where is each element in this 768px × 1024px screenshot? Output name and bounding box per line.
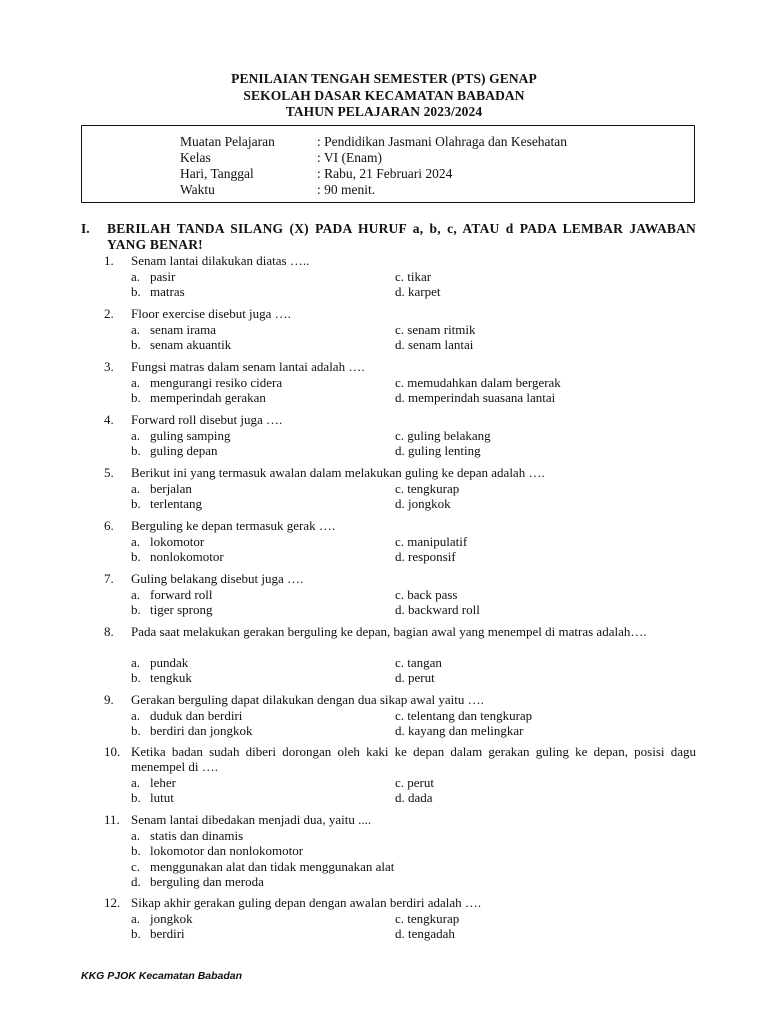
option-b: b. lutut [131,790,174,805]
option-d: d. memperindah suasana lantai [395,390,556,405]
question-text: Berguling ke depan termasuk gerak …. [131,518,336,533]
option-c: c. senam ritmik [395,321,476,337]
option-a: a. forward roll [131,586,213,602]
header-year: TAHUN PELAJARAN 2023/2024 [285,104,483,119]
option-a: a. jongkok [131,910,193,926]
option-d: d. senam lantai [395,337,474,352]
question-number: 10. [104,744,121,759]
option-d: d. jongkok [395,496,451,511]
option-a: a. duduk dan berdiri [131,707,243,723]
option-b: b. nonlokomotor [131,549,224,564]
option-d: d. kayang dan melingkar [395,723,524,738]
option-a: a. statis dan dinamis [131,827,244,843]
info-label: Muatan Pelajaran [180,134,275,149]
option-a: a. berjalan [131,480,192,496]
header-school: SEKOLAH DASAR KECAMATAN BABADAN [243,87,525,103]
option-b: b. senam akuantik [131,337,232,352]
option-c: c. telentang dan tengkurap [395,707,533,723]
option-d: d. backward roll [395,602,480,617]
question-text: Guling belakang disebut juga …. [131,571,304,586]
option-a: a. pasir [131,268,176,284]
option-a: a. lokomotor [131,533,205,549]
question-number: 3. [104,359,114,374]
option-b: b. berdiri dan jongkok [131,723,253,738]
option-b: b. tiger sprong [131,602,213,617]
option-d: d. perut [395,670,435,685]
question-text: Fungsi matras dalam senam lantai adalah …. [131,359,365,374]
info-value: : Pendidikan Jasmani Olahraga dan Kesehatan [317,134,568,149]
option-d: d. guling lenting [395,443,481,458]
option-b: b. lokomotor dan nonlokomotor [131,843,304,858]
question-text: Berikut ini yang termasuk awalan dalam melakukan guling ke depan adalah …. [131,465,545,480]
option-d: d. karpet [395,284,441,299]
option-b: b. berdiri [131,926,185,941]
option-c: c. guling belakang [395,427,491,443]
info-value: : 90 menit. [317,182,376,197]
option-c: c. back pass [395,586,458,602]
option-b: b. guling depan [131,443,218,458]
option-b: b. terlentang [131,496,202,511]
exam-info-box [81,125,695,203]
question-text: Floor exercise disebut juga …. [131,306,291,321]
option-a: a. leher [131,774,176,790]
option-a: a. pundak [131,654,189,670]
question-number: 12. [104,895,121,910]
info-label: Waktu [180,182,215,197]
option-b: b. tengkuk [131,670,192,685]
question-number: 7. [104,571,114,586]
question-text: Sikap akhir gerakan guling depan dengan awalan berdiri adalah …. [131,895,482,910]
option-c: c. tengkurap [395,910,460,926]
question-number: 11. [104,812,120,827]
option-a: a. guling samping [131,427,231,443]
page-footer: KKG PJOK Kecamatan Babadan [81,970,243,982]
option-c: c. memudahkan dalam bergerak [395,374,561,390]
header-title: PENILAIAN TENGAH SEMESTER (PTS) GENAP [231,71,537,86]
option-c: c. menggunakan alat dan tidak menggunakan alat [131,858,395,874]
question-text: Gerakan berguling dapat dilakukan dengan dua sikap awal yaitu …. [131,692,484,707]
question-number: 5. [104,465,114,480]
question-text: Pada saat melakukan gerakan berguling ke depan, bagian awal yang menempel di matras adalah…. [131,624,647,639]
option-b: b. matras [131,284,185,299]
question-text: Senam lantai dibedakan menjadi dua, yaitu .... [131,812,372,827]
info-row-subject [180,134,567,150]
info-value: : VI (Enam) [317,150,382,165]
option-d: d. responsif [395,549,456,564]
info-label: Kelas [180,150,211,165]
info-row-time [180,182,375,198]
option-a: a. mengurangi resiko cidera [131,374,283,390]
question-number: 2. [104,306,114,321]
option-a: a. senam irama [131,321,217,337]
question-text: Senam lantai dilakukan diatas ….. [131,253,310,268]
option-b: b. memperindah gerakan [131,390,266,405]
option-d: d. dada [395,790,433,805]
section-instruction: BERILAH TANDA SILANG (X) PADA HURUF a, b, c, ATAU d PADA LEMBAR JAWABAN YANG BENAR! [107,221,696,252]
option-c: c. tangan [395,654,442,670]
question-text: Forward roll disebut juga …. [131,412,283,427]
info-row-date [180,166,452,182]
info-row-class [180,150,382,166]
option-d: d. berguling dan meroda [131,874,264,889]
question-number: 8. [104,624,114,639]
info-value: : Rabu, 21 Februari 2024 [317,166,453,181]
option-c: c. tikar [395,268,432,284]
question-text: Ketika badan sudah diberi dorongan oleh kaki ke depan dalam gerakan guling ke depan, posisi dagu menempel di …. [131,744,696,775]
question-number: 6. [104,518,114,533]
exam-header [0,71,768,121]
info-label: Hari, Tanggal [180,166,254,181]
question-number: 9. [104,692,114,707]
option-c: c. perut [395,774,434,790]
question-number: 1. [104,253,114,268]
option-c: c. tengkurap [395,480,460,496]
option-d: d. tengadah [395,926,455,941]
question-number: 4. [104,412,114,427]
section-number: I. [81,221,90,236]
option-c: c. manipulatif [395,533,468,549]
